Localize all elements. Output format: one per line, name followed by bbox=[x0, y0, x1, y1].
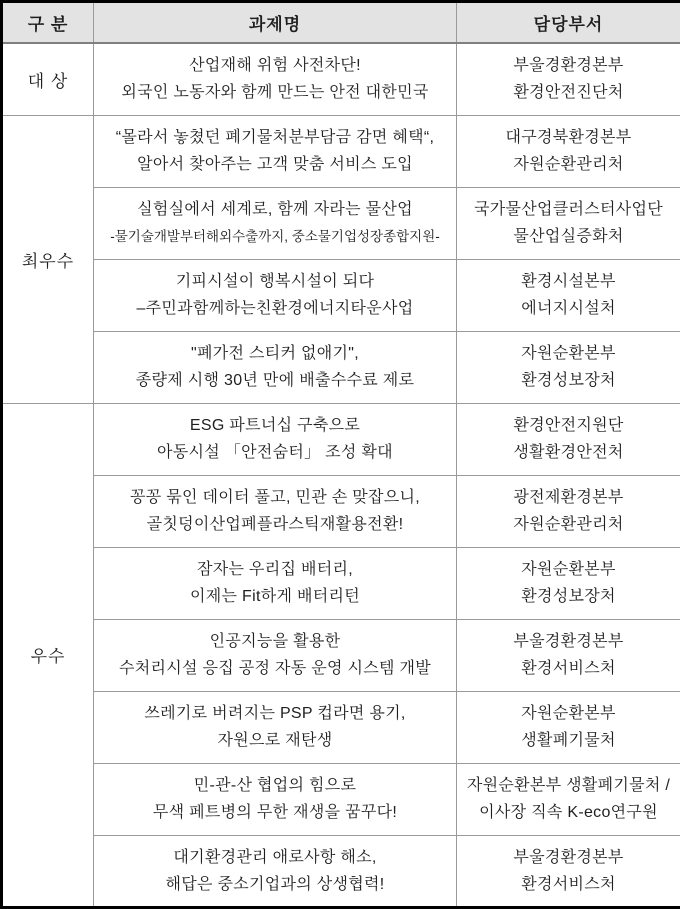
header-row bbox=[2, 2, 680, 44]
table-row bbox=[2, 835, 680, 907]
project-title-line: 민-관-산 협업의 힘으로 bbox=[98, 772, 452, 799]
department-cell bbox=[457, 835, 680, 907]
project-title-line: 쓰레기로 버려지는 PSP 컵라면 용기, bbox=[98, 700, 452, 727]
table-row bbox=[2, 331, 680, 403]
table-row bbox=[2, 115, 680, 187]
header-project-title: 과제명 bbox=[94, 2, 457, 44]
project-title-line: 외국인 노동자와 함께 만드는 안전 대한민국 bbox=[98, 79, 452, 106]
table-body bbox=[2, 43, 680, 907]
project-title-line: “몰라서 놓쳤던 폐기물처분부담금 감면 혜택“, bbox=[98, 124, 452, 151]
department-line: 부울경환경본부 bbox=[461, 52, 676, 79]
department-line: 생활환경안전처 bbox=[461, 439, 676, 466]
project-title-cell bbox=[94, 475, 457, 547]
project-title-line: –주민과함께하는친환경에너지타운사업 bbox=[98, 295, 452, 322]
table-row bbox=[2, 259, 680, 331]
table-row bbox=[2, 619, 680, 691]
header-department: 담당부서 bbox=[457, 2, 680, 44]
category-cell-1: 최우수 bbox=[2, 115, 94, 403]
department-cell bbox=[457, 259, 680, 331]
project-title-line: 이제는 Fit하게 배터리턴 bbox=[98, 583, 452, 610]
project-title-line: -물기술개발부터해외수출까지, 중소물기업성장종합지원- bbox=[98, 223, 452, 250]
project-title-cell bbox=[94, 547, 457, 619]
project-title-line: 산업재해 위험 사전차단! bbox=[98, 52, 452, 79]
department-line: 자원순환관리처 bbox=[461, 151, 676, 178]
department-line: 부울경환경본부 bbox=[461, 628, 676, 655]
department-line: 대구경북환경본부 bbox=[461, 124, 676, 151]
department-line: 물산업실증화처 bbox=[461, 223, 676, 250]
department-line: 자원순환본부 생활폐기물처 / bbox=[461, 772, 676, 799]
department-line: 환경성보장처 bbox=[461, 583, 676, 610]
department-line: 에너지시설처 bbox=[461, 295, 676, 322]
department-line: 자원순환본부 bbox=[461, 700, 676, 727]
project-title-line: "폐가전 스티커 없애기", bbox=[98, 340, 452, 367]
department-line: 부울경환경본부 bbox=[461, 844, 676, 871]
department-cell bbox=[457, 115, 680, 187]
category-cell-2: 우수 bbox=[2, 403, 94, 907]
department-line: 생활폐기물처 bbox=[461, 727, 676, 754]
department-cell bbox=[457, 691, 680, 763]
project-title-cell bbox=[94, 187, 457, 259]
project-title-line: 무색 페트병의 무한 재생을 꿈꾸다! bbox=[98, 799, 452, 826]
project-title-line: 자원으로 재탄생 bbox=[98, 727, 452, 754]
project-title-cell bbox=[94, 691, 457, 763]
project-title-cell bbox=[94, 619, 457, 691]
project-title-line: 대기환경관리 애로사항 해소, bbox=[98, 844, 452, 871]
header-category: 구 분 bbox=[2, 2, 94, 44]
project-title-cell bbox=[94, 115, 457, 187]
department-line: 이사장 직속 K-eco연구원 bbox=[461, 799, 676, 826]
project-title-line: 해답은 중소기업과의 상생협력! bbox=[98, 871, 452, 898]
department-cell bbox=[457, 547, 680, 619]
project-title-line: 실험실에서 세계로, 함께 자라는 물산업 bbox=[98, 196, 452, 223]
project-title-cell bbox=[94, 403, 457, 475]
department-line: 국가물산업클러스터사업단 bbox=[461, 196, 676, 223]
department-line: 환경서비스처 bbox=[461, 655, 676, 682]
project-title-cell bbox=[94, 835, 457, 907]
table-row bbox=[2, 475, 680, 547]
department-line: 환경안전지원단 bbox=[461, 412, 676, 439]
table-row bbox=[2, 43, 680, 115]
table-row bbox=[2, 187, 680, 259]
project-title-line: ESG 파트너십 구축으로 bbox=[98, 412, 452, 439]
project-title-line: 인공지능을 활용한 bbox=[98, 628, 452, 655]
project-title-cell bbox=[94, 259, 457, 331]
department-cell bbox=[457, 475, 680, 547]
table-row bbox=[2, 691, 680, 763]
project-title-line: 꽁꽁 묶인 데이터 풀고, 민관 손 맞잡으니, bbox=[98, 484, 452, 511]
project-title-line: 기피시설이 행복시설이 되다 bbox=[98, 268, 452, 295]
department-line: 환경안전진단처 bbox=[461, 79, 676, 106]
project-title-cell bbox=[94, 43, 457, 115]
department-line: 자원순환본부 bbox=[461, 556, 676, 583]
department-cell bbox=[457, 619, 680, 691]
department-line: 광전제환경본부 bbox=[461, 484, 676, 511]
department-cell bbox=[457, 331, 680, 403]
department-line: 자원순환본부 bbox=[461, 340, 676, 367]
table-row bbox=[2, 547, 680, 619]
department-cell bbox=[457, 763, 680, 835]
department-line: 환경서비스처 bbox=[461, 871, 676, 898]
department-cell bbox=[457, 403, 680, 475]
project-title-cell bbox=[94, 331, 457, 403]
project-title-line: 잠자는 우리집 배터리, bbox=[98, 556, 452, 583]
project-title-cell bbox=[94, 763, 457, 835]
project-title-line: 아동시설 「안전숨터」 조성 확대 bbox=[98, 439, 452, 466]
project-title-line: 종량제 시행 30년 만에 배출수수료 제로 bbox=[98, 367, 452, 394]
project-title-line: 알아서 찾아주는 고객 맞춤 서비스 도입 bbox=[98, 151, 452, 178]
department-line: 환경성보장처 bbox=[461, 367, 676, 394]
project-title-line: 수처리시설 응집 공정 자동 운영 시스템 개발 bbox=[98, 655, 452, 682]
department-line: 환경시설본부 bbox=[461, 268, 676, 295]
department-line: 자원순환관리처 bbox=[461, 511, 676, 538]
category-cell-0: 대 상 bbox=[2, 43, 94, 115]
department-cell bbox=[457, 43, 680, 115]
table-row bbox=[2, 403, 680, 475]
table-row bbox=[2, 763, 680, 835]
department-cell bbox=[457, 187, 680, 259]
project-title-line: 골칫덩이산업폐플라스틱재활용전환! bbox=[98, 511, 452, 538]
